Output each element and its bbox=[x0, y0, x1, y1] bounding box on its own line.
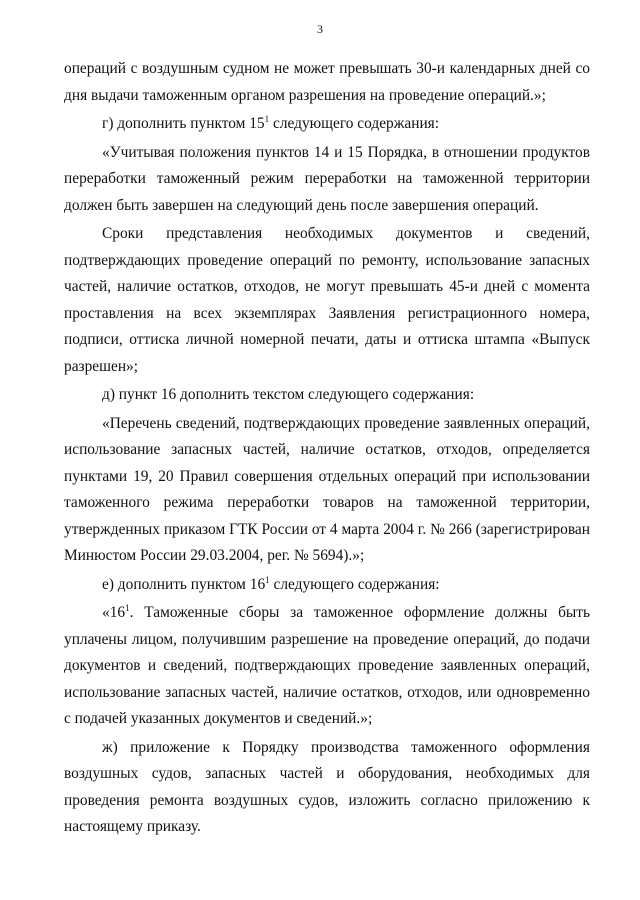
paragraph-deadlines: Сроки представления необходимых документов и сведений, подтверждающих проведение операций по ремонту, использование запасных частей, наличие остатков, отходов, не могут превышать 45-и дней с момента проставления на всех экземплярах Заявления регистрационного номера, подписи, оттиска личной номерной печати, даты и оттиска штампа «Выпуск разрешен»; bbox=[64, 225, 590, 375]
quote-16-1-number: «16 bbox=[102, 604, 126, 621]
paragraph-item-d: д) пункт 16 дополнить текстом следующего содержания: bbox=[102, 386, 475, 403]
paragraph-quote-15-1: «Учитывая положения пунктов 14 и 15 Порядка, в отношении продуктов переработки таможенный режим переработки на таможенной территории должен быть завершен на следующий день после завершения операций. bbox=[64, 143, 590, 214]
item-e-superscript: 1 bbox=[265, 574, 270, 585]
paragraph-item-zh: ж) приложение к Порядку производства таможенного оформления воздушных судов, запасных частей и оборудования, необходимых для проведения ремонта воздушных судов, изложить согласно приложению к настоящему приказу. bbox=[64, 738, 590, 835]
item-e-text: е) дополнить пунктом 16 bbox=[102, 575, 266, 593]
quote-16-1-text: . Таможенные сборы за таможенное оформление должны быть уплачены лицом, получившим разрешение на проведение операций, до подачи документов и сведений, подтверждающих проведение заявленных операций, использование запасных частей, наличие остатков, отходов, или одновременно с подачей указанных документов и сведений.»; bbox=[64, 604, 590, 727]
paragraph-item-e bbox=[64, 572, 590, 599]
item-g-text: г) дополнить пунктом 15 bbox=[102, 115, 265, 132]
paragraph-quote-16-1 bbox=[64, 600, 590, 733]
item-e-text-tail: следующего содержания: bbox=[269, 575, 440, 593]
paragraph-item-g bbox=[64, 111, 590, 138]
paragraph-quote-16: «Перечень сведений, подтверждающих проведение заявленных операций, использование запасных частей, наличие остатков, отходов, определяется пунктами 19, 20 Правил совершения отдельных операций при использовании таможенного режима переработки товаров на таможенной территории, утвержденных приказом ГТК России от 4 марта 2004 г. № 266 (зарегистрирован Минюстом России 29.03.2004, рег. № 5694).»; bbox=[64, 414, 590, 564]
quote-16-1-superscript: 1 bbox=[125, 602, 130, 613]
item-g-superscript: 1 bbox=[264, 113, 270, 124]
item-g-text-tail: следующего содержания: bbox=[269, 115, 440, 132]
paragraph-continuation: операций с воздушным судном не может превышать 30-и календарных дней со дня выдачи таможенным органом разрешения на проведение операций.»; bbox=[64, 60, 590, 104]
document-body bbox=[64, 56, 590, 841]
page-number: 3 bbox=[317, 22, 323, 36]
